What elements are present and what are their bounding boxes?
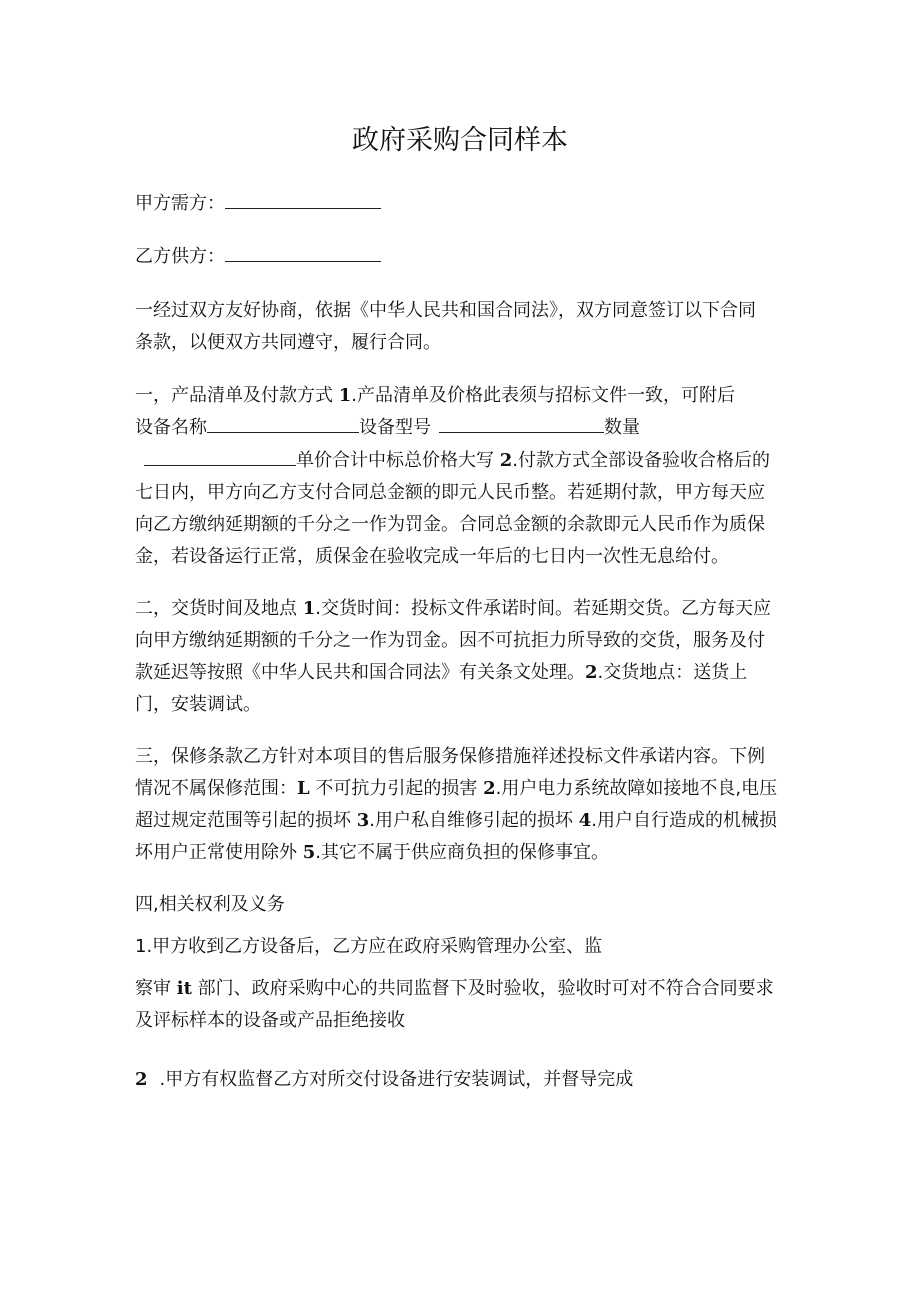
section3-line3-post: .用户私自维修引起的损坏 [369, 810, 579, 831]
section4-item1-post: 部门、政府采购中心的共同监督下及时验收，验收时可对不符合合同要求 [191, 978, 774, 999]
section3-line3-num: 3 [356, 810, 370, 831]
section2-line-4: 门，安装调试。 [135, 694, 261, 715]
quantity-label: 数量 [604, 417, 640, 438]
section2-line-2: 向甲方缴纳延期额的千分之一作为罚金。因不可抗拒力所导致的交货，服务及付 [135, 630, 765, 651]
device-name-label: 设备名称 [135, 417, 207, 438]
section3-line2-num: L [297, 778, 310, 799]
section4-item1-line-3: 及评标样本的设备或产品拒绝接收 [135, 1010, 405, 1031]
section1-line3-post: .付款方式全部设备验收合格后的 [512, 450, 770, 471]
section3-line3-post2: .用户自行造成的机械损 [591, 810, 777, 831]
section2-text: .交货时间：投标文件承诺时间。若延期交货。乙方每天应 [315, 598, 771, 619]
quantity-blank [144, 449, 296, 466]
section1-line-5: 向乙方缴纳延期额的千分之一作为罚金。合同总金额的余款即元人民币作为质保 [135, 514, 765, 535]
section3-line3-num2: 4 [578, 810, 592, 831]
section1-line-2 [135, 416, 640, 440]
section2-line3-post: .交货地点：送货上 [597, 662, 748, 683]
section2-line-1 [135, 597, 771, 621]
section4-item2-text: .甲方有权监督乙方对所交付设备进行安装调试，并督导完成 [159, 1069, 634, 1090]
section3-line-3 [135, 809, 777, 833]
section3-line3-text: 超过规定范围等引起的损坏 [135, 810, 357, 831]
section4-item1-pre: 察审 [135, 978, 177, 999]
party-b-blank [225, 245, 381, 262]
section1-heading: 一，产品清单及付款方式 [135, 385, 339, 406]
page-title: 政府采购合同样本 [352, 125, 568, 156]
section3-line2-post: 不可抗力引起的损害 [309, 778, 484, 799]
section4-item2-num: 2 [135, 1069, 148, 1090]
section3-line-2 [135, 777, 777, 801]
section4-heading: 四,相关权利及义务 [135, 894, 285, 915]
section4-item1-line-1: 1.甲方收到乙方设备后，乙方应在政府采购管理办公室、监 [135, 936, 603, 957]
section1-line-4: 七日内，甲方向乙方支付合同总金额的即元人民币整。若延期付款，甲方每天应 [135, 482, 765, 503]
section4-item1-bold: it [176, 978, 192, 999]
section3-line2-num2: 2 [483, 778, 496, 799]
device-model-blank [439, 416, 604, 433]
intro-line-1: 一经过双方友好协商，依据《中华人民共和国合同法》，双方同意签订以下合同 [135, 300, 756, 321]
section4-item2 [135, 1068, 633, 1092]
section1-num: 1 [338, 385, 352, 406]
section3-line4-text: 坏用户正常使用除外 [135, 842, 303, 863]
device-model-label: 设备型号 [359, 417, 431, 438]
party-a-line [135, 192, 381, 216]
section3-line2-post2: .用户电力系统故障如接地不良,电压 [495, 778, 778, 799]
section2-heading: 二，交货时间及地点 [135, 598, 303, 619]
party-b-line [135, 245, 381, 269]
section1-line3-text: 单价合计中标总价格大写 [296, 450, 500, 471]
section4-item1-line-2 [135, 977, 774, 1001]
party-b-label: 乙方供方： [135, 246, 225, 267]
section2-line3-num: 2 [585, 662, 598, 683]
section2-line-3 [135, 661, 747, 685]
section2-num: 1 [302, 598, 316, 619]
party-a-blank [225, 192, 381, 209]
section1-line-3 [144, 449, 770, 473]
section3-line-4 [135, 841, 609, 865]
section1-line3-num: 2 [499, 450, 513, 471]
intro-line-2: 条款，以便双方共同遵守，履行合同。 [135, 332, 441, 353]
section1-text: .产品清单及价格此表须与招标文件一致，可附后 [351, 385, 735, 406]
section3-line4-num: 5 [302, 842, 316, 863]
section3-line4-post: .其它不属于供应商负担的保修事宜。 [315, 842, 609, 863]
device-name-blank [207, 416, 359, 433]
section3-line2-text: 情况不属保修范围： [135, 778, 297, 799]
section1-line-1 [135, 384, 735, 408]
section2-line3-text: 款延迟等按照《中华人民共和国合同法》有关条文处理。 [135, 662, 585, 683]
section1-line-6: 金，若设备运行正常，质保金在验收完成一年后的七日内一次性无息给付。 [135, 546, 729, 567]
section3-line-1: 三，保修条款乙方针对本项目的售后服务保修措施祥述投标文件承诺内容。下例 [135, 746, 765, 767]
party-a-label: 甲方需方： [135, 193, 225, 214]
